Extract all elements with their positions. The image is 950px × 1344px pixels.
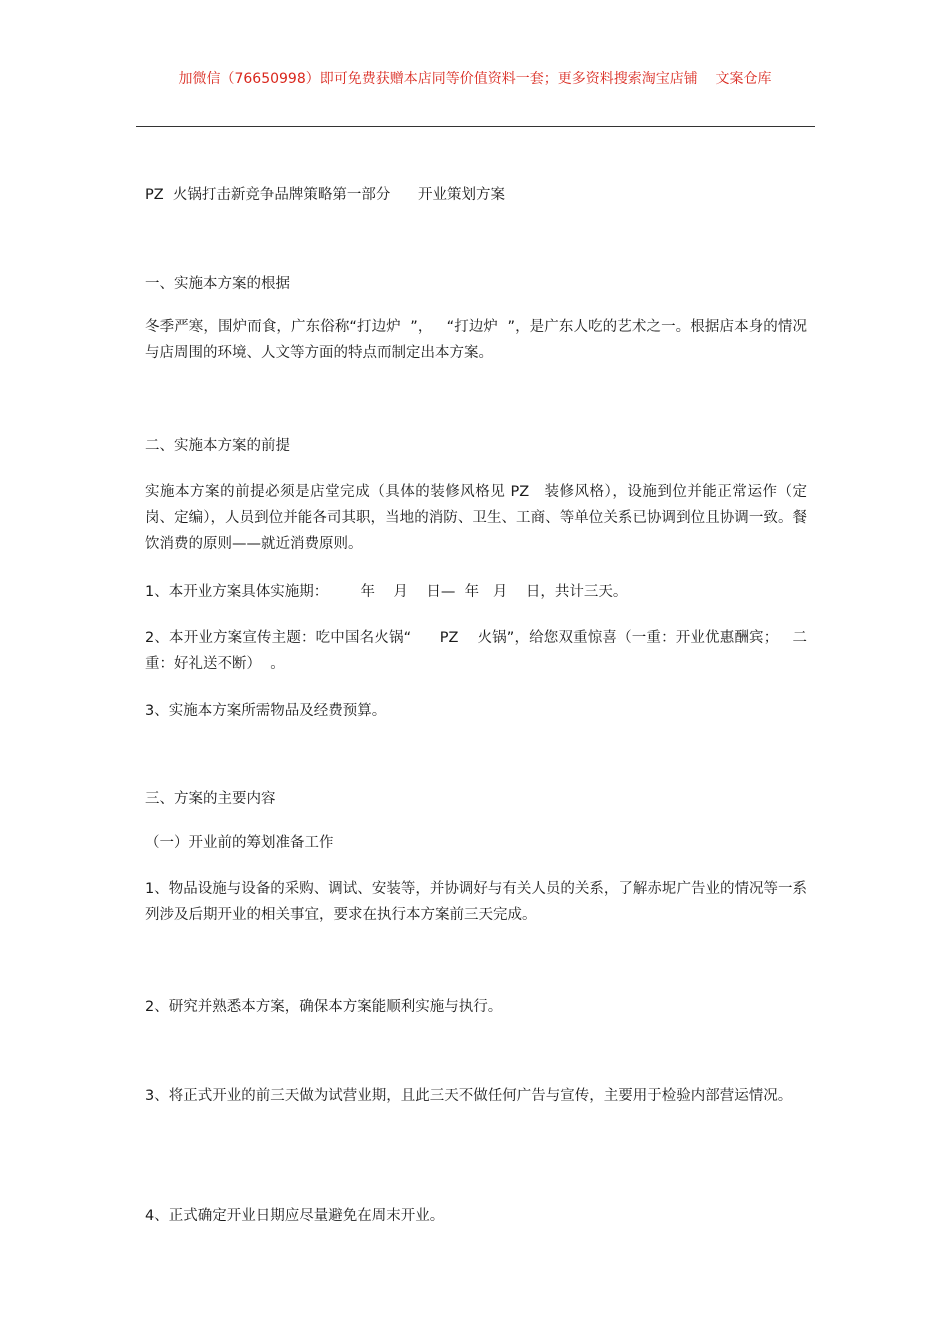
section2-item-3: 3、实施本方案所需物品及经费预算。 — [145, 703, 387, 719]
section1-paragraph: 冬季严寒，围炉而食，广东俗称“打边炉 ”， “打边炉 ”，是广东人吃的艺术之一。根据店本身的情况与店周围的环境、人文等方面的特点而制定出本方案。 — [145, 319, 807, 361]
header-divider — [136, 126, 815, 127]
section1-heading: 一、实施本方案的根据 — [145, 276, 290, 292]
section2-paragraph: 实施本方案的前提必须是店堂完成（具体的装修风格见 PZ 装修风格），设施到位并能正常运作（定岗、定编），人员到位并能各司其职，当地的消防、卫生、工商、等单位关系已协调到位且协调一致。餐饮消费的原则——就近消费原则。 — [145, 484, 807, 552]
section3-item-1: 1、物品设施与设备的采购、调试、安装等，并协调好与有关人员的关系，了解赤坭广告业的情况等一系列涉及后期开业的相关事宜，要求在执行本方案前三天完成。 — [145, 881, 807, 923]
section2-item-2: 2、本开业方案宣传主题：吃中国名火锅“ PZ 火锅”，给您双重惊喜（一重：开业优惠酬宾； 二重：好礼送不断） 。 — [145, 630, 807, 672]
promo-header-text: 加微信（76650998）即可免费获赠本店同等价值资料一套；更多资料搜索淘宝店铺 文案仓库 — [178, 71, 772, 87]
section2-item-1: 1、本开业方案具体实施期： 年 月 日— 年 月 日，共计三天。 — [145, 584, 628, 600]
section3-item-4: 4、正式确定开业日期应尽量避免在周末开业。 — [145, 1208, 445, 1224]
section3-subheading: （一）开业前的筹划准备工作 — [145, 835, 334, 851]
section3-heading: 三、方案的主要内容 — [145, 791, 276, 807]
section3-item-2: 2、研究并熟悉本方案，确保本方案能顺利实施与执行。 — [145, 999, 503, 1015]
section3-item-3: 3、将正式开业的前三天做为试营业期，且此三天不做任何广告与宣传，主要用于检验内部营运情况。 — [145, 1088, 793, 1104]
section2-heading: 二、实施本方案的前提 — [145, 438, 290, 454]
document-title: PZ 火锅打击新竞争品牌策略第一部分 开业策划方案 — [145, 187, 506, 203]
